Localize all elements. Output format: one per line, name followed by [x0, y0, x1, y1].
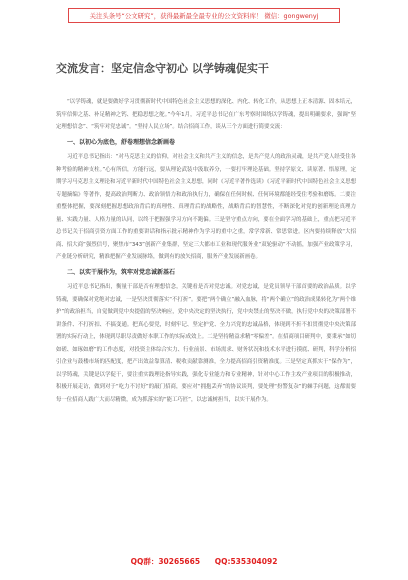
section-heading: 二、以实干展作为，筑牢对党忠诚新基石: [67, 268, 176, 276]
footer-contact: [0, 556, 408, 567]
body-paragraph: 习近平总书记指出，衡量干部是否有理想信念，关键看是否对党忠诚。对党忠诚，是党员领导干部首要的政治品质。以学铸魂，要确保对党绝对忠诚，一是坚决贯彻落实“不打折”。要把“两个确立”融入血脉，将“两个确立”的政治成果转化为“两个维护”的政治担当，自觉做到党中央提倡的坚决响应，党中央决定的坚决执行，党中央禁止的坚决不做，执行党中央的决策部署不讲条件、不打折扣、不搞变通。把真心要党，时刻牢记、坚定护党、全力兴党的忠诚品格，体现到不折不扣贯彻党中央决策部署的实际行动上，体现到尽职尽责做好本职工作的实际成效上。二是坚持精益求精“零偏差”。在招商项目研判中，要秉承“如切如磋、如琢如磨”的工作态度，对投资主体综合实力、行业前景、市场需求、财务状况和技术水平进行摸底、研判，科学分析招引企业与鼓楼市场的匹配度，把产出效益靠算清、税收贡献靠测准，全力提高招商引资精准度。三是坚定真抓实干“保作为”，以学铸魂，关键是以学促干，要注重实践理论指导实践，强化专业能力和专业精神，针对中心工作主攻产业项目的积极推动，积极开展走访，做到对于“吃力不讨好”的敲门招商，要应对“拥抱丢弃”的协议谈判，要处理“扮警复杂”的棘手问题，这都需要每一位招商人践广大而尽精微，成为抓落实的“能工巧匠”，以忠诚树担当，以实干展作为。: [56, 284, 356, 403]
document-body: [56, 96, 356, 552]
body-paragraph: “以学铸魂，就是要做好学习贯彻新时代中国特色社会主义思想的深化、内化、转化工作，从思想上正本清源、固本培元，筑牢信仰之基、补足精神之钙、把稳思想之舵。”今年1月，习近平总书记在广东考察时围绕以学铸魂，提出明确要求，强调“坚定理想信念”、“筑牢对党忠诚”。“坚持人民立场”。结合招商工作，谈从三个方面进行简要交流：: [56, 99, 356, 130]
footer-qq: QQ:535304092: [214, 557, 278, 566]
body-paragraph: 习近平总书记指出：“对马克思主义的信仰，对社会主义和共产主义的信念，是共产党人的政治灵魂，是共产党人经受住各种考验的精神支柱。”心有所信，方能行远，要从理论武装中汲取养分，一要打牢理论基础。坚持学原文、读原著、悟原理，定期学习马克思主义理论和习近平新时代中国特色社会主义思想，同时《习近平著作选读》《习近平新时代中国特色社会主义思想专题摘编》等著作，提高政治判断力、政治领悟力和政治执行力，确保在任何时候、任何环境都能经受住考验和磨练。二要注重整体把握，要深刻把握思想政治背后的真理性、真理背后的战略性，战略背后的智慧性，不断深化对党的创新理论真理力量、实践力量、人格力量的认同，以终于把握强学习方向不跑偏。三是坚守重点方向，要在全面学习的基础上，重点把习近平总书记关于招商引资方面工作的重要讲话和指示批示精神作为学习的重中之重，常学常新、常思常进。区内要持续释放“大招商、招大商”强烈信号，聚焦市“343”创新产业集群，坚定三大都市工业和现代服务业“双轮驱动”不动摇，加强产业政策学习，产业链分析研究，精准把握产业发展脉络，做到有的放矢招商，服务产业发展新画卷。: [56, 154, 356, 260]
top-banner: 关注头条号“公文研究”，获得最新最全最专业的公文资料库！ 微信：gongwenyj: [68, 8, 340, 23]
section-heading: 一、以初心为底色，舒卷理想信念新画卷: [67, 138, 176, 146]
footer-qq-group: QQ群：30265665: [130, 557, 201, 566]
page-title: 交流发言：坚定信念守初心 以学铸魂促实干: [56, 62, 269, 75]
